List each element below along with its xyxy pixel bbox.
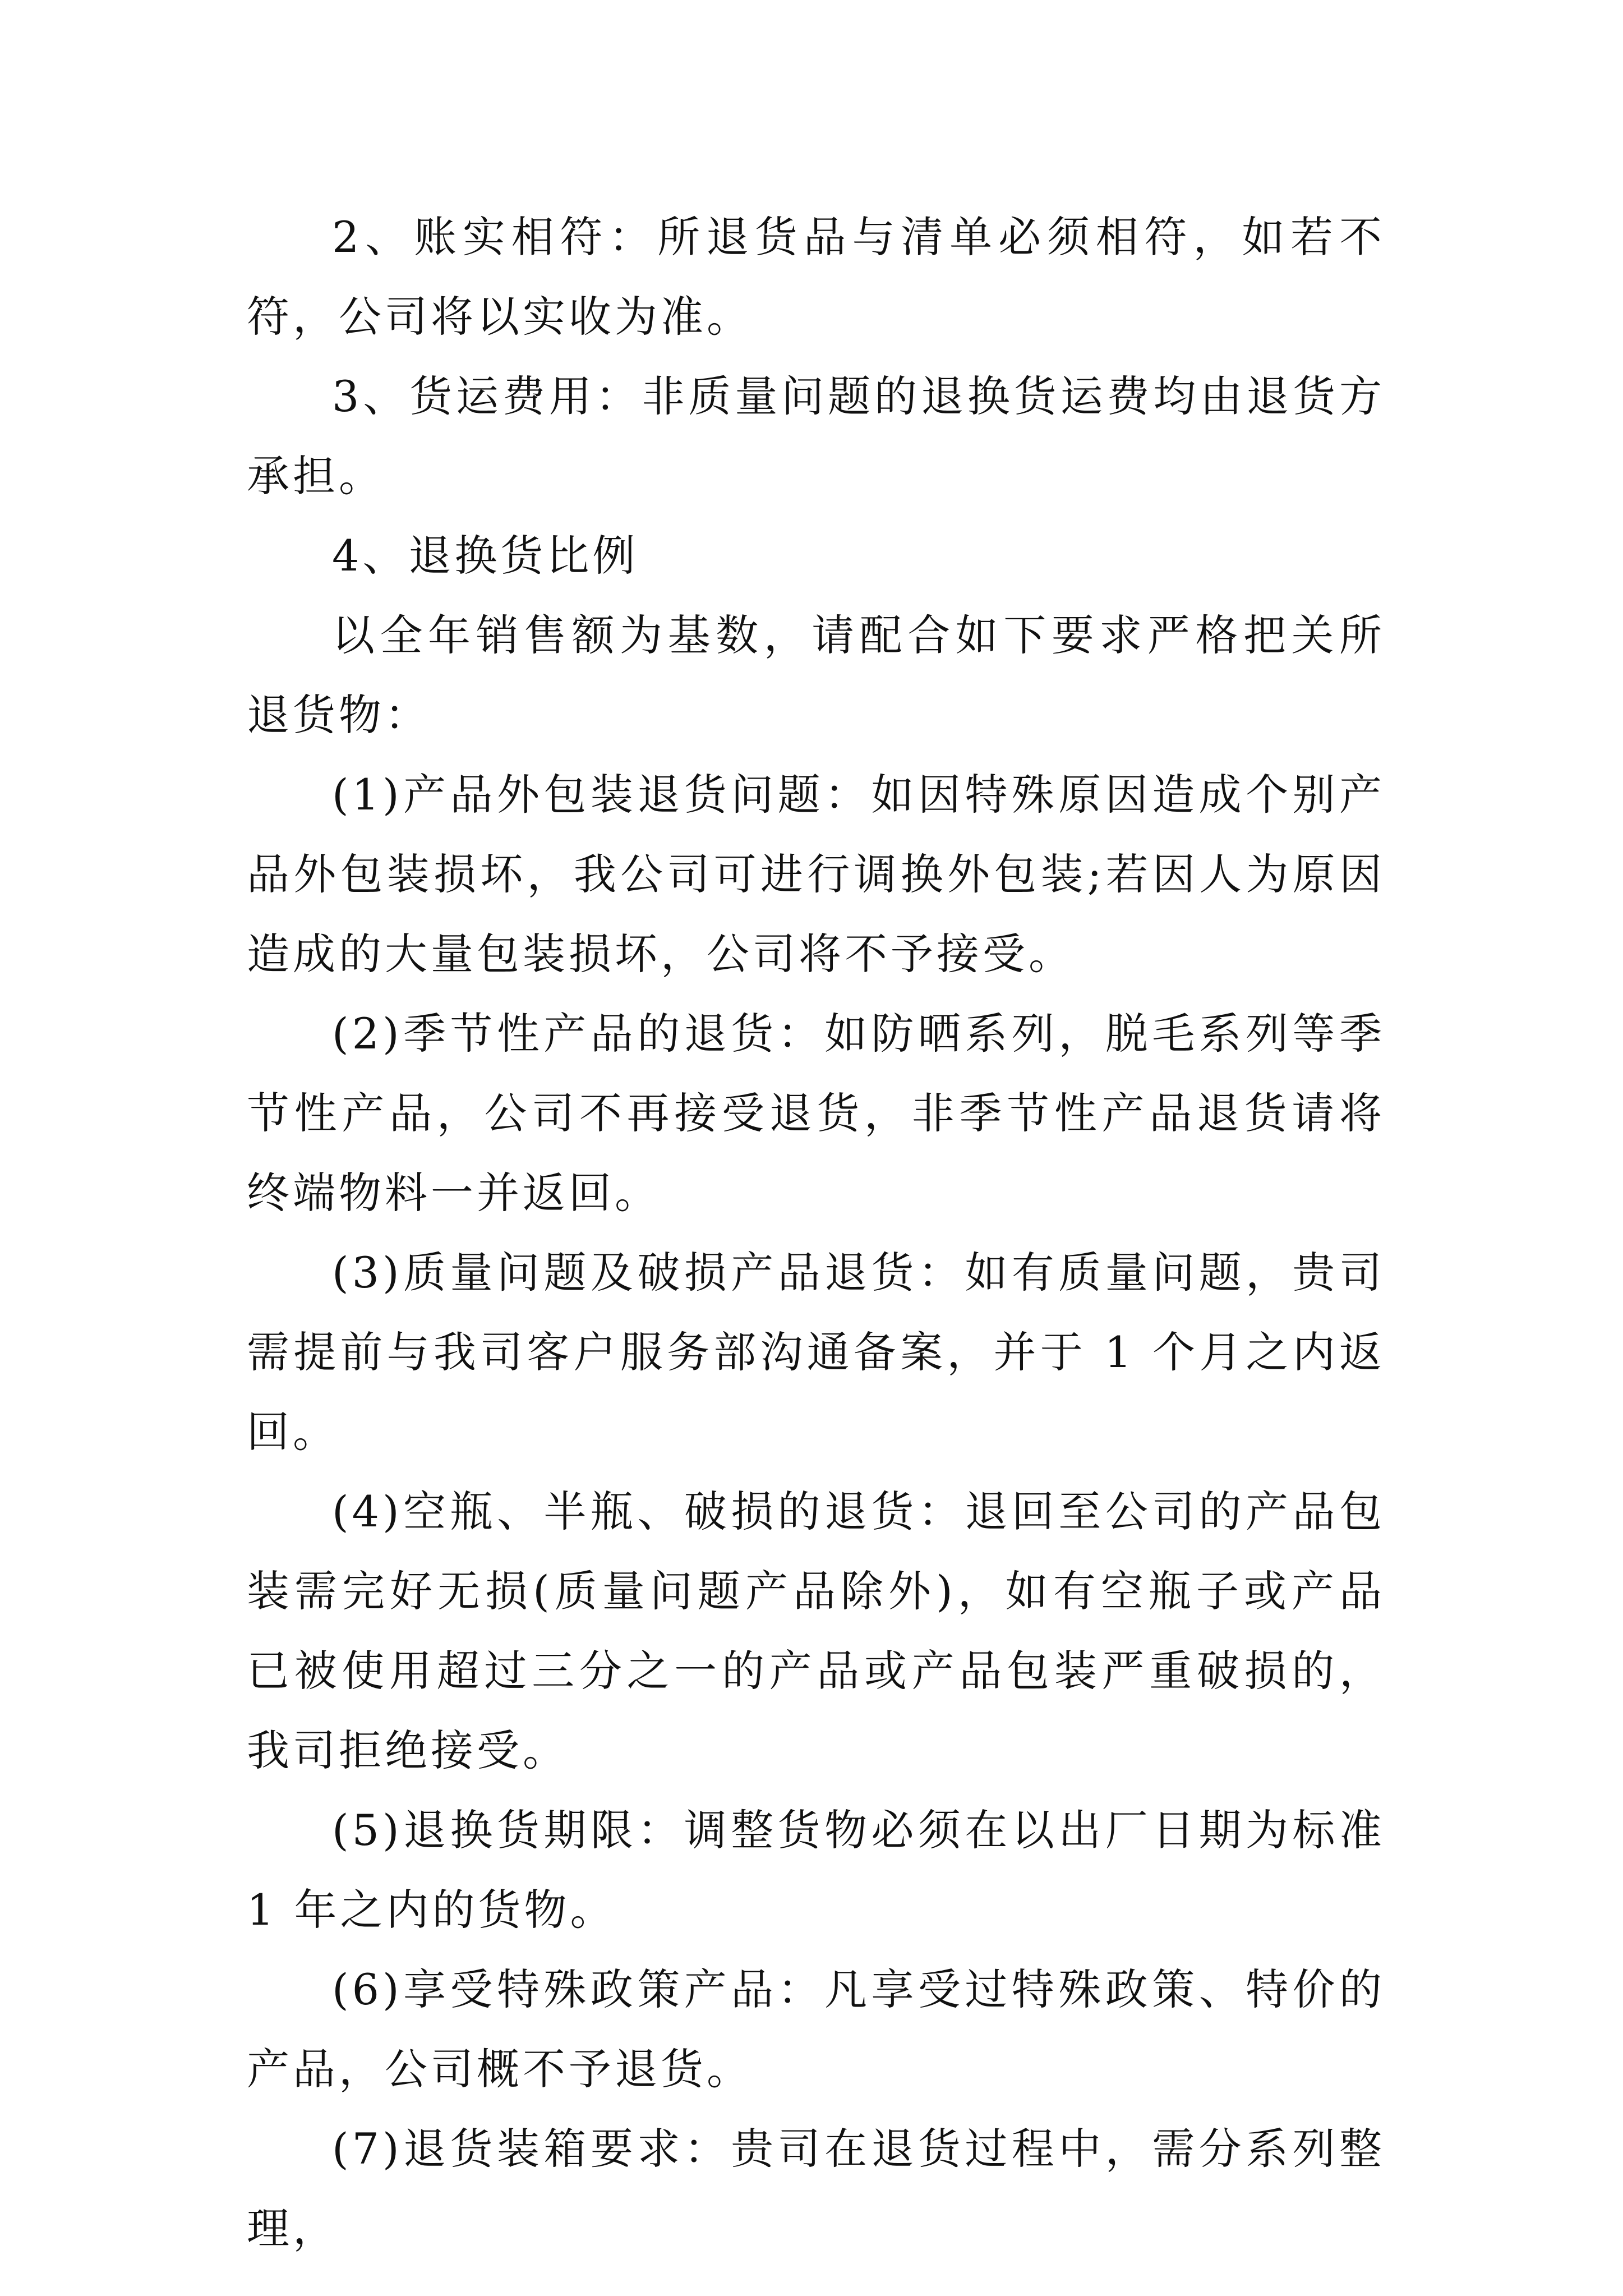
document-body — [247, 197, 1385, 2269]
paragraph-return-ratio-intro: 以全年销售额为基数，请配合如下要求严格把关所退货物： — [247, 610, 1385, 740]
paragraph-item-4: (4)空瓶、半瓶、破损的退货：退回至公司的产品包装需完好无损(质量问题产品除外)，如有空瓶子或产品已被使用超过三分之一的产品或产品包装严重破损的，我司拒绝接受。 — [247, 1487, 1385, 1775]
paragraph-item-6: (6)享受特殊政策产品：凡享受过特殊政策、特价的产品，公司概不予退货。 — [247, 1964, 1385, 2094]
paragraph-return-ratio-heading: 4、退换货比例 — [332, 531, 639, 581]
paragraph-item-2: (2)季节性产品的退货：如防晒系列，脱毛系列等季节性产品，公司不再接受退货，非季节性产品退货请将终端物料一并返回。 — [247, 1009, 1385, 1218]
paragraph-item-5: (5)退换货期限：调整货物必须在以出厂日期为标准 1 年之内的货物。 — [247, 1805, 1385, 1935]
paragraph-reconciliation: 2、账实相符：所退货品与清单必须相符，如若不符，公司将以实收为准。 — [247, 212, 1385, 342]
paragraph-freight-cost: 3、货运费用：非质量问题的退换货运费均由退货方承担。 — [247, 371, 1385, 501]
paragraph-item-7: (7)退货装箱要求：贵司在退货过程中，需分系列整理， — [247, 2124, 1385, 2253]
paragraph-item-3: (3)质量问题及破损产品退货：如有质量问题，贵司需提前与我司客户服务部沟通备案，并于 1 个月之内返回。 — [247, 1248, 1385, 1457]
paragraph-item-1: (1)产品外包装退货问题：如因特殊原因造成个别产品外包装损坏，我公司可进行调换外包装;若因人为原因造成的大量包装损坏，公司将不予接受。 — [247, 770, 1385, 979]
